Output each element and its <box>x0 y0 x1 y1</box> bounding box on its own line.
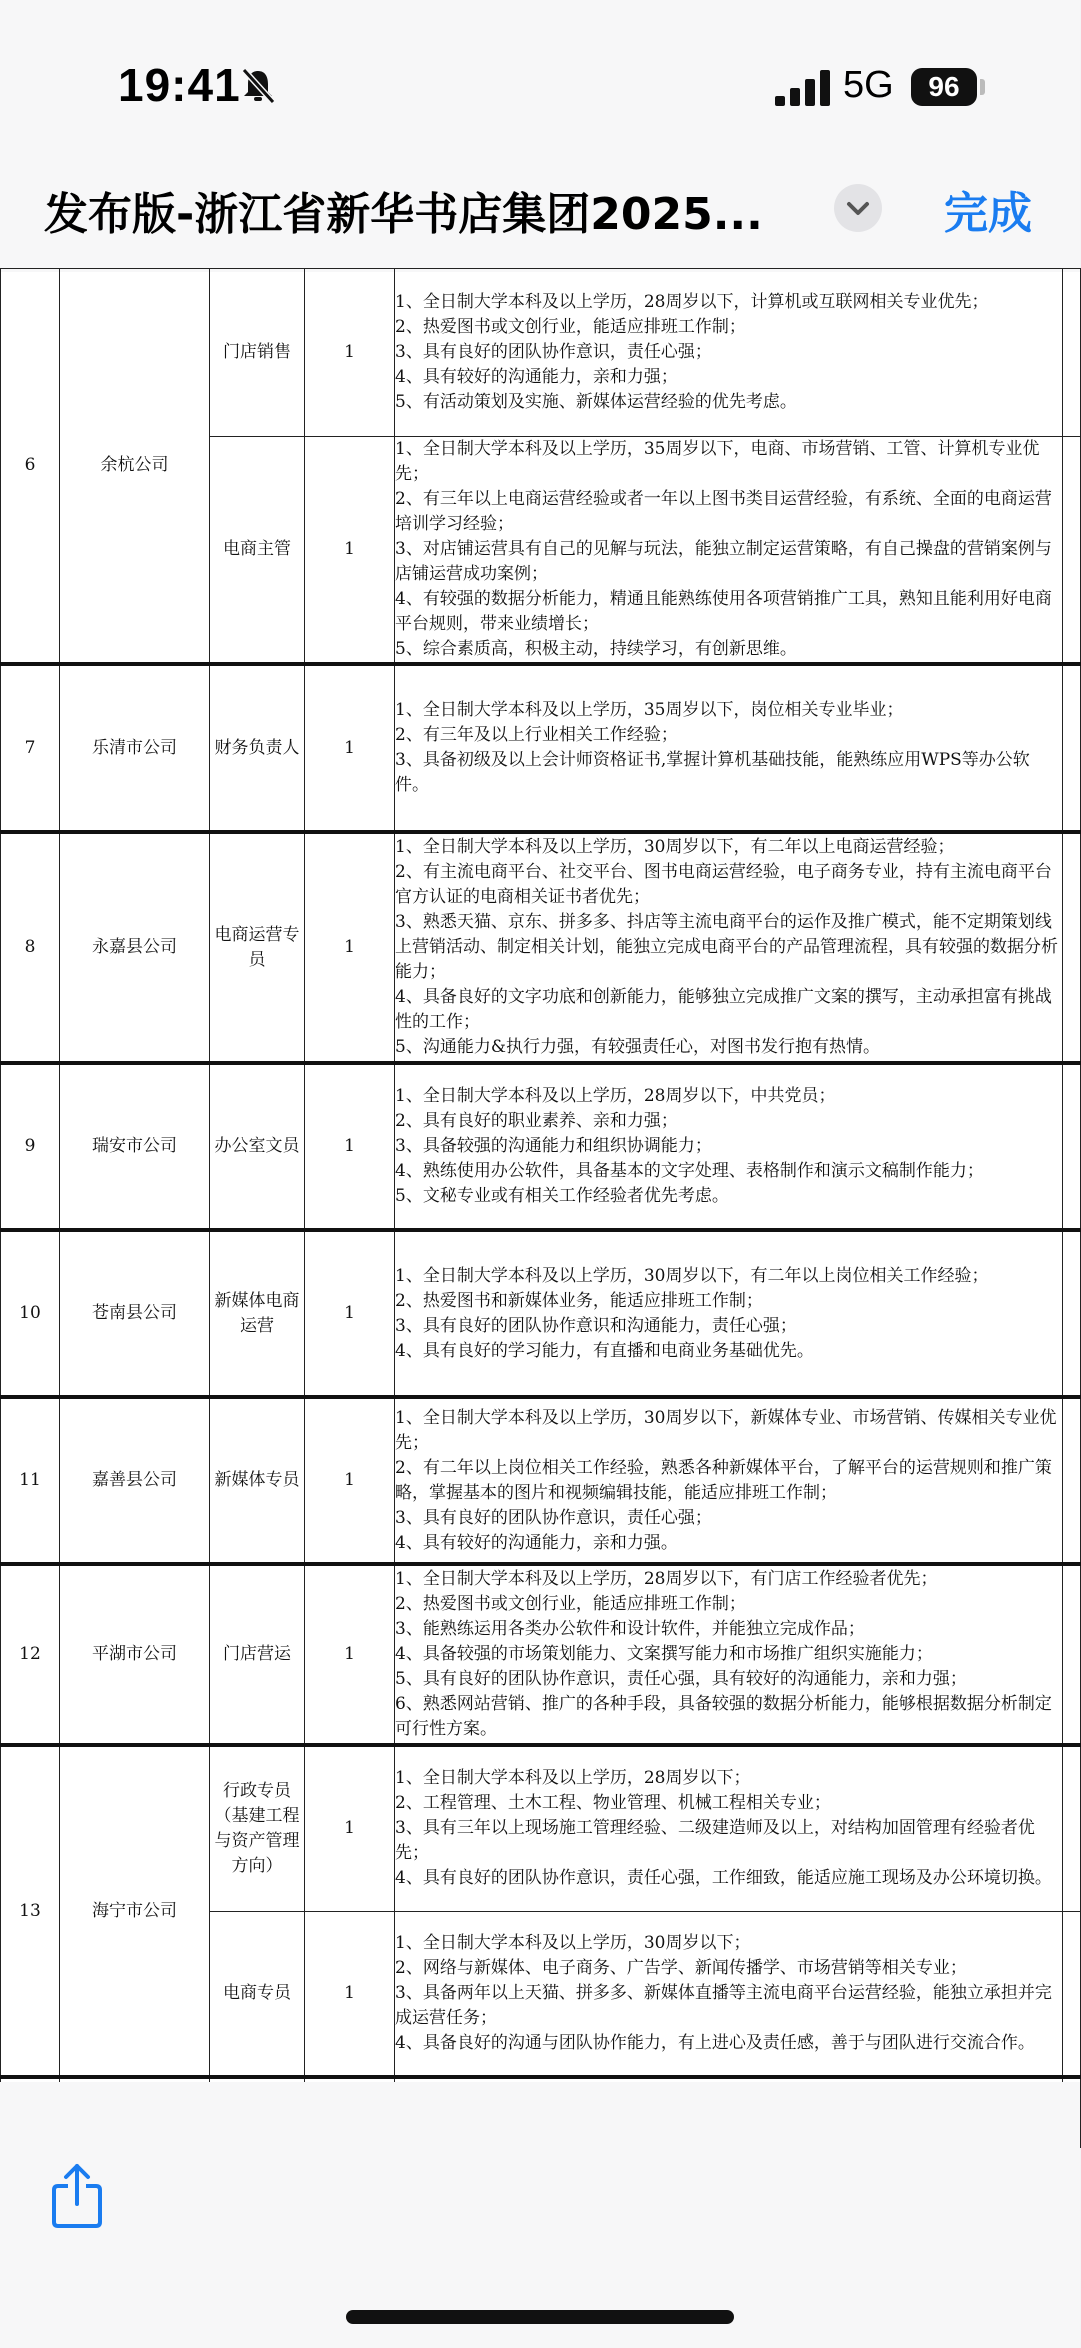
requirement-line: 3、具备较强的沟通能力和组织协调能力； <box>395 1136 712 1156</box>
table-row <box>1 1564 1081 1745</box>
headcount: 1 <box>305 437 395 665</box>
extra-column <box>1063 664 1081 832</box>
requirement-line: 5、有活动策划及实施、新媒体运营经验的优先考虑。 <box>395 392 797 412</box>
headcount: 1 <box>305 1230 395 1397</box>
table-row <box>1 832 1081 1063</box>
requirement-line: 2、有二年以上岗位相关工作经验，熟悉各种新媒体平台，了解平台的运营规则和推广策略，掌握基本的图片和视频编辑技能，能适应排班工作制； <box>395 1457 1052 1503</box>
document-viewer[interactable] <box>0 272 1080 2082</box>
requirement-line: 5、综合素质高，积极主动，持续学习，有创新思维。 <box>395 639 797 659</box>
position-name: 电商主管 <box>210 437 305 665</box>
status-bar <box>0 0 1080 170</box>
headcount: 1 <box>305 664 395 832</box>
requirements <box>395 1745 1063 1911</box>
row-number: 9 <box>1 1063 60 1230</box>
position-name: 新媒体专员 <box>210 1397 305 1564</box>
requirement-line: 3、具有良好的团队协作意识和沟通能力，责任心强； <box>395 1315 797 1336</box>
requirement-line: 1、全日制大学本科及以上学历，30周岁以下，有二年以上岗位相关工作经验； <box>395 1265 989 1286</box>
position-name: 行政专员（基建工程与资产管理方向） <box>210 1745 305 1911</box>
headcount: 1 <box>305 1397 395 1564</box>
extra-column <box>1063 832 1081 1063</box>
requirement-line: 2、有三年及以上行业相关工作经验； <box>395 725 678 745</box>
row-number: 11 <box>1 1397 60 1564</box>
requirements <box>395 1063 1063 1230</box>
requirement-line: 2、工程管理、土木工程、物业管理、机械工程相关专业； <box>395 1793 831 1814</box>
requirement-line: 1、全日制大学本科及以上学历，28周岁以下，计算机或互联网相关专业优先； <box>395 292 989 312</box>
requirement-line: 3、能熟练运用各类办公软件和设计软件，并能独立完成作品； <box>395 1619 865 1639</box>
company-name: 瑞安市公司 <box>60 1063 210 1230</box>
extra-column <box>1063 1063 1081 1230</box>
battery-cap <box>980 79 985 95</box>
position-name: 门店营运 <box>210 1564 305 1745</box>
company-name: 永嘉县公司 <box>60 832 210 1063</box>
requirements <box>395 269 1063 437</box>
navigation-bar <box>0 170 1080 272</box>
company-name: 嘉善县公司 <box>60 1397 210 1564</box>
requirement-line: 2、有三年以上电商运营经验或者一年以上图书类目运营经验，有系统、全面的电商运营培训学习经验； <box>395 489 1052 534</box>
requirement-line: 1、全日制大学本科及以上学历，28周岁以下，中共党员； <box>395 1086 836 1106</box>
company-name: 平湖市公司 <box>60 1564 210 1745</box>
extra-column <box>1063 1397 1081 1564</box>
position-name: 电商运营专员 <box>210 832 305 1063</box>
requirement-line: 4、具有良好的团队协作意识，责任心强，工作细致，能适应施工现场及办公环境切换。 <box>395 1868 1052 1889</box>
extra-column <box>1063 1745 1081 1911</box>
recruitment-table <box>0 268 1081 2148</box>
requirement-line: 3、具有良好的团队协作意识，责任心强； <box>395 1507 712 1528</box>
requirement-line: 4、具备较强的市场策划能力、文案撰写能力和市场推广组织实施能力； <box>395 1644 933 1664</box>
network-type: 5G <box>843 64 894 106</box>
requirement-line: 2、具有良好的职业素养、亲和力强； <box>395 1111 678 1131</box>
battery-icon: 96 <box>911 68 977 106</box>
share-icon[interactable] <box>50 2162 104 2228</box>
headcount: 1 <box>305 1564 395 1745</box>
requirement-line: 2、热爱图书或文创行业，能适应排班工作制； <box>395 1594 746 1614</box>
requirement-line: 1、全日制大学本科及以上学历，30周岁以下，新媒体专业、市场营销、传媒相关专业优先； <box>395 1407 1057 1453</box>
requirement-line: 1、全日制大学本科及以上学历，28周岁以下； <box>395 1768 751 1789</box>
company-name: 乐清市公司 <box>60 664 210 832</box>
headcount: 1 <box>305 1911 395 2077</box>
table-row <box>1 269 1081 437</box>
requirement-line: 3、具备初级及以上会计师资格证书,掌握计算机基础技能，能熟练应用WPS等办公软件。 <box>395 750 1030 795</box>
table-row <box>1 1063 1081 1230</box>
company-name: 海宁市公司 <box>60 1745 210 2077</box>
requirements <box>395 664 1063 832</box>
headcount: 1 <box>305 832 395 1063</box>
requirement-line: 3、对店铺运营具有自己的见解与玩法，能独立制定运营策略，有自己操盘的营销案例与店铺运营成功案例； <box>395 539 1052 584</box>
extra-column <box>1063 1230 1081 1397</box>
requirement-line: 1、全日制大学本科及以上学历，35周岁以下，岗位相关专业毕业； <box>395 700 904 720</box>
headcount: 1 <box>305 1745 395 1911</box>
requirement-line: 3、具有良好的团队协作意识，责任心强； <box>395 342 712 362</box>
requirement-line: 1、全日制大学本科及以上学历，28周岁以下，有门店工作经验者优先； <box>395 1569 938 1589</box>
requirement-line: 5、具有良好的团队协作意识，责任心强，具有较好的沟通能力，亲和力强； <box>395 1669 967 1689</box>
extra-column <box>1063 1911 1081 2077</box>
requirement-line: 4、具备良好的沟通与团队协作能力，有上进心及责任感，善于与团队进行交流合作。 <box>395 2032 1035 2053</box>
requirement-line: 1、全日制大学本科及以上学历，30周岁以下，有二年以上电商运营经验； <box>395 837 955 857</box>
headcount: 1 <box>305 269 395 437</box>
table-row <box>1 1397 1081 1564</box>
bottom-toolbar <box>0 2082 1080 2348</box>
requirement-line: 2、热爱图书和新媒体业务，能适应排班工作制； <box>395 1290 763 1311</box>
requirements <box>395 832 1063 1063</box>
position-name: 新媒体电商运营 <box>210 1230 305 1397</box>
extra-column <box>1063 269 1081 437</box>
requirements <box>395 1564 1063 1745</box>
requirement-line: 2、热爱图书或文创行业，能适应排班工作制； <box>395 317 746 337</box>
requirement-line: 3、具备两年以上天猫、拼多多、新媒体直播等主流电商平台运营经验，能独立承担并完成运营任务； <box>395 1982 1052 2028</box>
requirements <box>395 1230 1063 1397</box>
requirement-line: 2、网络与新媒体、电子商务、广告学、新闻传播学、市场营销等相关专业； <box>395 1957 967 1978</box>
requirement-line: 4、熟练使用办公软件，具备基本的文字处理、表格制作和演示文稿制作能力； <box>395 1161 984 1181</box>
table-row <box>1 1745 1081 1911</box>
position-name: 电商专员 <box>210 1911 305 2077</box>
row-number: 7 <box>1 664 60 832</box>
requirements <box>395 1911 1063 2077</box>
company-name: 余杭公司 <box>60 269 210 665</box>
title-menu-button[interactable] <box>834 184 882 232</box>
done-button[interactable]: 完成 <box>944 188 1032 239</box>
bell-slash-icon <box>238 66 278 106</box>
requirement-line: 1、全日制大学本科及以上学历，35周岁以下，电商、市场营销、工管、计算机专业优先； <box>395 439 1040 484</box>
cellular-signal-icon <box>775 70 831 106</box>
chevron-down-icon <box>834 184 882 232</box>
position-name: 门店销售 <box>210 269 305 437</box>
row-number: 12 <box>1 1564 60 1745</box>
requirement-line: 4、具备良好的文字功底和创新能力，能够独立完成推广文案的撰写，主动承担富有挑战性的工作； <box>395 987 1052 1032</box>
row-number: 10 <box>1 1230 60 1397</box>
document-title: 发布版-浙江省新华书店集团2025... <box>44 189 763 240</box>
requirement-line: 4、具有较好的沟通能力，亲和力强； <box>395 367 678 387</box>
row-number: 6 <box>1 269 60 665</box>
extra-column <box>1063 1564 1081 1745</box>
table-row <box>1 664 1081 832</box>
requirement-line: 1、全日制大学本科及以上学历，30周岁以下； <box>395 1932 751 1953</box>
requirement-line: 5、文秘专业或有相关工作经验者优先考虑。 <box>395 1186 729 1206</box>
company-name: 苍南县公司 <box>60 1230 210 1397</box>
requirements <box>395 437 1063 665</box>
clock: 19:41 <box>118 59 241 111</box>
position-name: 办公室文员 <box>210 1063 305 1230</box>
table-row <box>1 1230 1081 1397</box>
extra-column <box>1063 437 1081 665</box>
requirement-line: 3、具有三年以上现场施工管理经验、二级建造师及以上，对结构加固管理有经验者优先； <box>395 1818 1035 1864</box>
requirement-line: 3、熟悉天猫、京东、拼多多、抖店等主流电商平台的运作及推广模式，能不定期策划线上营销活动、制定相关计划，能独立完成电商平台的产品管理流程，具有较强的数据分析能力； <box>395 912 1058 982</box>
requirement-line: 4、有较强的数据分析能力，精通且能熟练使用各项营销推广工具，熟知且能利用好电商平台规则，带来业绩增长； <box>395 589 1052 634</box>
position-name: 财务负责人 <box>210 664 305 832</box>
requirement-line: 4、具有较好的沟通能力，亲和力强。 <box>395 1532 678 1553</box>
home-indicator[interactable] <box>346 2310 734 2324</box>
requirements <box>395 1397 1063 1564</box>
row-number: 8 <box>1 832 60 1063</box>
requirement-line: 6、熟悉网站营销、推广的各种手段，具备较强的数据分析能力，能够根据数据分析制定可行性方案。 <box>395 1694 1052 1739</box>
headcount: 1 <box>305 1063 395 1230</box>
requirement-line: 4、具有良好的学习能力，有直播和电商业务基础优先。 <box>395 1340 814 1361</box>
row-number: 13 <box>1 1745 60 2077</box>
requirement-line: 5、沟通能力&执行力强，有较强责任心，对图书发行抱有热情。 <box>395 1037 880 1057</box>
requirement-line: 2、有主流电商平台、社交平台、图书电商运营经验，电子商务专业，持有主流电商平台官方认证的电商相关证书者优先； <box>395 862 1052 907</box>
